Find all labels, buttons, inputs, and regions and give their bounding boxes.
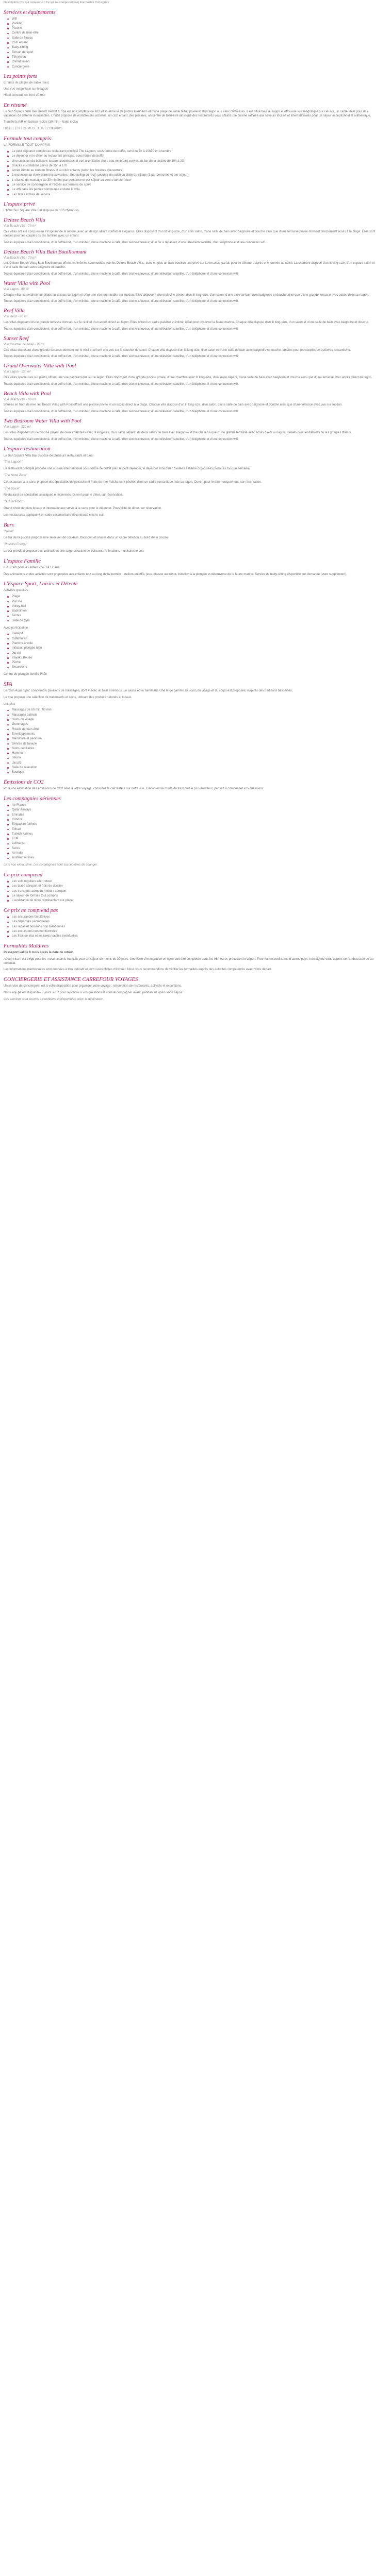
formule-section	[4, 136, 380, 197]
room-description: Ces villas disposent d'une grande terrasse donnant sur le récif et offrent une vue sur le coucher de soleil. Chaque villa dispose d'un lit king-size, d'un salon et d'une salle de bain avec baignoire et douche. Idéales pour les couples en quête de romantisme.	[4, 348, 351, 352]
restaurant-name: "The Lagoon"	[4, 461, 23, 464]
formule-item: 1 séance de massage de 30 minutes par personne et par séjour au centre de bien-être	[12, 179, 380, 183]
restaurant-name: "The Spice"	[4, 487, 20, 490]
activity-item: Excursions	[12, 666, 380, 670]
emissions-section	[4, 779, 380, 791]
bar-name: "Naadi"	[4, 530, 14, 533]
room-meta: Vue Lagon - 130 m²	[4, 370, 31, 374]
service-item: Club enfant	[12, 41, 380, 45]
prix-ne-comprend-pas-list	[4, 916, 380, 939]
resume-section	[4, 103, 380, 131]
compagnies-note: Liste non exhaustive. Les compagnies sont susceptibles de changer.	[4, 863, 98, 867]
point-fort: Enfants de plages de sable blanc	[4, 81, 50, 85]
formule-title: Formule tout compris	[4, 136, 51, 142]
conciergerie-text: Notre équipe est disponible 7 jours sur 7 pour répondre à vos questions et vous accompagner avant, pendant et après votre séjour.	[4, 991, 184, 995]
compagnies-title: Les compagnies aériennes	[4, 795, 61, 802]
room-title: Beach Villa with Pool	[4, 391, 51, 397]
spa-item: Massages balinais	[12, 714, 380, 718]
formule-item: Le déjeuner et le dîner au restaurant principal, sous forme de buffet	[12, 155, 380, 159]
room-title: Grand Overwater Villa with Pool	[4, 363, 76, 369]
airline-item: Emirates	[12, 814, 380, 818]
free-activities-list	[4, 595, 380, 623]
spa-list	[4, 708, 380, 775]
airline-item: Condor	[12, 818, 380, 822]
spa-item: Manucure et pédicure	[12, 737, 380, 741]
activity-item: Tennis	[12, 614, 380, 618]
kids-club-text: Kids Club pour les enfants de 3 à 12 ans.	[4, 566, 60, 569]
airline-item: Etihad	[12, 828, 380, 832]
restauration-section	[4, 446, 380, 517]
airline-item: Turkish Airlines	[12, 833, 380, 837]
formalites-section	[4, 943, 380, 972]
formule-item: 1 excursion au choix parmi les suivantes : Snorkeling au récif, coucher de soleil ou visite du village (1 par personne et par séjour)	[12, 174, 380, 178]
activity-item: Jet ski	[12, 652, 380, 656]
spa-item: Salle de relaxation	[12, 766, 380, 770]
room-meta: Vue Lagon - 220 m²	[4, 426, 31, 429]
included-item: Les transferts aéroport / hôtel / aéroport	[12, 890, 380, 894]
room-title: Sunset Reef	[4, 335, 29, 342]
top-description: Description (Ce qui comprend / Ce qui ne comprend pas) Formalités Consignes	[4, 1, 109, 4]
service-item: Centre de bien-être	[12, 31, 380, 36]
service-item: Wifi	[12, 18, 380, 22]
sport-section	[4, 581, 380, 677]
room-description: Les villas disposent d'une grande terrasse donnant sur le récif et d'un accès direct au lagon. Elles offrent un cadre paisible et intime, idéal pour observer la faune marine. Chaque villa dispose d'un lit king-size, d'un salon et d'une salle de bain avec baignoire et douche.	[4, 321, 369, 325]
room-description: Les villas disposent d'une piscine privée, de deux chambres avec lit king-size, d'un salon séparé, de deux salles de bain avec baignoire et douche ainsi que d'une grande terrasse avec accès direct au lagon. Idéales pour les familles ou les groupes d'amis.	[4, 431, 352, 434]
famille-section	[4, 558, 380, 577]
activity-item: Piscine	[12, 600, 380, 604]
activity-item: Volley-ball	[12, 605, 380, 609]
formule-item: Les taxes et frais de service	[12, 193, 380, 197]
excluded-item: Les assurances facultatives	[12, 916, 380, 920]
restaurant-description: Le restaurant principal propose une cuisine internationale sous forme de buffet pour le petit déjeuner, le déjeuner et le dîner. Soirées à thème organisées plusieurs fois par semaine.	[4, 467, 251, 471]
airline-item: Lufthansa	[12, 842, 380, 846]
activity-item: Catamaran	[12, 637, 380, 641]
room-equipment: Toutes équipées d'air conditionné, d'un coffre-fort, d'un minibar, d'une machine à café, d'un sèche-cheveux, d'un fer à repasser, d'une télévision satellite, d'un téléphone et d'une connexion wifi.	[4, 241, 266, 244]
prix-ne-comprend-pas-section	[4, 908, 380, 939]
dress-code-note: Les restaurants appliquent un code vestimentaire décontracté chic le soir.	[4, 513, 105, 517]
spa-text: Le "Sun Aqua Spa" comprend 6 pavillons de massages, dont 4 avec un bain à remous, un sauna et un hammam. Une large gamme de soins du visage et du corps est proposée, inspirés des traditions balinaises.	[4, 689, 293, 693]
room-water-villa-pool	[4, 281, 380, 304]
room-beach-villa-pool	[4, 391, 380, 414]
resume-title: En résumé	[4, 102, 27, 108]
room-deluxe-beach-villa-jacuzzi	[4, 249, 380, 277]
paid-activities-list	[4, 632, 380, 670]
room-description: Ces villas spacieuses sur pilotis offrent une vue panoramique sur le lagon. Elles disposent d'une grande piscine privée, d'une chambre avec lit king-size, d'un salon séparé, d'une salle de bain avec baignoire et douche ainsi que d'une terrasse avec accès direct au lagon.	[4, 376, 372, 379]
formule-item: Snacks et collations servis de 15h à 17h	[12, 164, 380, 168]
services-list	[4, 18, 380, 70]
services-section	[4, 10, 380, 70]
formalites-visa: Aucun visa n'est exigé pour les ressortissants français pour un séjour de moins de 30 jours. Une fiche d'immigration en ligne doit être complétée dans les 96 heures précédant le départ. Pour les ressortissants d'autres pays, renseignez-vous auprès de l'ambassade ou du consulat.	[4, 957, 373, 965]
paid-activities-label: Avec participation :	[4, 626, 30, 630]
room-meta: Vue Beach Villa - 70 m²	[4, 225, 36, 228]
formule-item: Une sélection de boissons locales alcoolisées et non alcoolisées (hors eau minérale) servies au bar de la piscine de 10h à 23h	[12, 160, 380, 164]
formule-item: Le wifi dans les parties communes et dans la villa	[12, 188, 380, 192]
room-meta: Vue Beach Villa - 90 m²	[4, 398, 36, 401]
excluded-item: Les frais de visa et les taxes locales éventuelles	[12, 935, 380, 939]
free-activities-label: Activités gratuites :	[4, 589, 30, 592]
included-item: Le séjour en formule tout compris	[12, 894, 380, 899]
activity-item: Initiation plongée bleu	[12, 647, 380, 651]
prix-comprend-section	[4, 872, 380, 903]
service-item: Piscine	[12, 27, 380, 31]
airline-item: Air France	[12, 804, 380, 808]
room-equipment: Toutes équipées d'air conditionné, d'un coffre-fort, d'un minibar, d'une machine à café, d'un sèche-cheveux, d'une télévision satellite, d'un téléphone et d'une connexion wifi.	[4, 300, 239, 303]
spa-item: Enveloppements	[12, 733, 380, 737]
conciergerie-note: Ces services sont soumis à conditions et disponibles selon la destination.	[4, 997, 104, 1001]
activity-item: Badminton	[12, 609, 380, 614]
formalites-disclaimer: Les informations mentionnées sont données à titre indicatif et sont susceptibles d'évoluer. Nous vous recommandons de vérifier les formalités auprès des autorités compétentes avant votre départ.	[4, 968, 272, 972]
bars-section	[4, 522, 380, 554]
excluded-item: Les excursions non mentionnées	[12, 930, 380, 934]
activity-item: Kayak / Bouée	[12, 656, 380, 660]
spa-item: Service de beauté	[12, 742, 380, 747]
excluded-item: Les repas et boissons non mentionnés	[12, 925, 380, 929]
resume-transfer: Transferts A/R en bateau rapide (30 min) - trajet inclus	[4, 121, 78, 124]
points-forts-title: Les points forts	[4, 74, 37, 80]
included-item: Les taxes aéroport et frais de dossier	[12, 885, 380, 889]
airline-item: Austrian Airlines	[12, 856, 380, 860]
room-description: Ces villas ont été conçues en s'inspirant de la nature, avec un design alliant confort et élégance. Elles disposent d'un lit king-size, d'un coin salon, d'une salle de bain avec baignoire et douche ainsi que d'une terrasse privée donnant directement accès à la plage. Elles sont idéales pour les couples ou les familles avec un enfant.	[4, 230, 376, 238]
restaurant-name: "The Hotel Zone"	[4, 473, 27, 477]
sport-title: L'Espace Sport, Loisirs et Détente	[4, 581, 78, 587]
service-item: Conciergerie	[12, 65, 380, 70]
formalites-title: Formalités Maldives	[4, 943, 49, 949]
compagnies-section	[4, 796, 380, 868]
spa-text: Le spa propose une sélection de traitements et soins, utilisant des produits naturels et locaux.	[4, 696, 132, 699]
room-meta: Vue Lagon - 90 m²	[4, 287, 29, 291]
service-item: Parking	[12, 22, 380, 26]
room-equipment: Toutes équipées d'air conditionné, d'un coffre-fort, d'un minibar, d'une machine à café, d'un sèche-cheveux, d'une télévision satellite, d'un téléphone et d'une connexion wifi.	[4, 382, 239, 386]
room-description: Situées en front de mer, les Beach Villas with Pool offrent une piscine privée et un accès direct à la plage. Chaque villa dispose d'un lit king-size, d'un salon, d'une salle de bain avec baignoire et douche ainsi que d'une terrasse avec vue sur l'océan.	[4, 403, 343, 407]
room-title: Reef Villa	[4, 308, 25, 314]
airline-item: Swiss	[12, 847, 380, 851]
room-equipment: Toutes équipées d'air conditionné, d'un coffre-fort, d'un minibar, d'une machine à café, d'un sèche-cheveux, d'une télévision satellite, d'un téléphone et d'une connexion wifi.	[4, 410, 239, 414]
room-title: Deluxe Beach Villa Bain Bouillonnant	[4, 249, 87, 255]
restaurant-name: "Sunset Point"	[4, 500, 24, 504]
formule-item: Accès illimité au club de fitness et au club enfants (selon les horaires d'ouverture)	[12, 169, 380, 173]
service-item: Télévision	[12, 56, 380, 60]
room-equipment: Toutes équipées d'air conditionné, d'un coffre-fort, d'un minibar, d'une machine à café, d'un sèche-cheveux, d'une télévision satellite, d'un téléphone et d'une connexion wifi.	[4, 327, 239, 331]
activity-item: Salle de gym	[12, 619, 380, 623]
prix-comprend-list	[4, 880, 380, 903]
spa-item: Sauna	[12, 756, 380, 760]
page	[0, 0, 384, 1010]
formule-list	[4, 150, 380, 197]
resume-formula: HÔTEL EN FORMULE TOUT COMPRIS	[4, 127, 62, 131]
room-equipment: Toutes équipées d'air conditionné, d'un coffre-fort, d'un minibar, d'une machine à café, d'un sèche-cheveux, d'une télévision satellite, d'un téléphone et d'une connexion wifi.	[4, 437, 239, 441]
spa-item: Massages de 60 min, 90 min	[12, 708, 380, 713]
activity-item: Planche à voile	[12, 642, 380, 646]
room-description: Chaque villa est perchée sur pilotis au-dessus du lagon et offre une vue imprenable sur l'océan. Elles disposent d'une piscine privée, d'un lit king-size, d'un salon, d'une salle de bain avec baignoire et douche ainsi que d'une grande terrasse avec accès direct au lagon.	[4, 293, 369, 297]
formalites-passport: Passeport valide 6 mois après la date de retour.	[4, 951, 74, 955]
emissions-text: Pour une estimation des émissions de CO2 liées à votre voyage, consultez le calculateur sur notre site. L'avion est le mode de transport le plus émetteur, pensez à compenser vos émissions.	[4, 787, 265, 791]
room-reef-villa	[4, 308, 380, 331]
bars-title: Bars	[4, 522, 14, 528]
spa-item: Soins du visage	[12, 718, 380, 722]
room-title: Two Bedroom Water Villa with Pool	[4, 418, 82, 425]
famille-activities: Des animations et des activités sont proposées aux enfants tout au long de la journée : ateliers créatifs, jeux, chasse au trésor, initiation à la plongée et découverte de la faune marine. Service de baby-sitting disponible sur demande (avec supplément).	[4, 572, 347, 576]
spa-title: SPA	[4, 682, 12, 688]
diving-center-note: Centre de plongée certifié PADI	[4, 673, 47, 676]
point-fort: Une vue magnifique sur le lagon	[4, 88, 48, 91]
conciergerie-text: Un service de conciergerie est à votre disposition pour organiser votre voyage : réservation de restaurants, activités et excursions.	[4, 985, 182, 988]
service-item: Baby-sitting	[12, 46, 380, 50]
service-item: Salle de fitness	[12, 37, 380, 41]
prix-ne-comprend-pas-title: Ce prix ne comprend pas	[4, 907, 58, 913]
formule-item: Le service de conciergerie et l'accès aux terrains de sport	[12, 183, 380, 188]
conciergerie-section	[4, 977, 380, 1002]
restauration-title: L'espace restauration	[4, 446, 51, 452]
room-meta: Vue Beach Villa - 70 m²	[4, 256, 36, 260]
activity-item: Plage	[12, 595, 380, 599]
room-equipment: Toutes équipées d'air conditionné, d'un coffre-fort, d'un minibar, d'une machine à café, d'un sèche-cheveux, d'une télévision satellite, d'un téléphone et d'une connexion wifi.	[4, 272, 239, 276]
service-item: Climatisation	[12, 60, 380, 64]
restaurant-description: Restaurant de spécialités asiatiques et indiennes. Ouvert pour le dîner, sur réservation.	[4, 494, 123, 497]
restaurant-description: Grand choix de plats locaux et internationaux servis à la carte pour le déjeuner. Possibilité de dîner, sur réservation.	[4, 506, 162, 510]
room-sunset-reef	[4, 336, 380, 359]
bar-name: "Positive Energy"	[4, 543, 27, 547]
spa-item: Jacuzzi	[12, 761, 380, 766]
prix-comprend-title: Ce prix comprend	[4, 872, 43, 878]
resume-text: Le Sun Square Villa Bali Resort Resort & Spa est un complexe de 103 villas entouré de jardins luxuriants et d'une plage de sable blanc privée et d'un lagon aux eaux cristallines. Il est situé face au lagon et offre une vue magnifique sur celui-ci, un cadre idéal pour des vacances de détente inoubliables. L'hôtel propose de nombreuses activités, un club enfant, des piscines, un centre de bien-être ainsi que des restaurants vous offrant une cuisine raffinée aux saveurs locales et internationales pour un séjour exceptionnel et authentique.	[4, 110, 371, 117]
room-title: Water Villa with Pool	[4, 280, 51, 286]
included-item: L'assistance de notre représentant sur place	[12, 899, 380, 903]
airline-item: Qatar Airways	[12, 808, 380, 812]
services-title: Services et équipements	[4, 9, 56, 15]
room-meta: Vue Coucher de soleil - 75 m²	[4, 343, 45, 346]
espace-prive-title: L'espace privé	[4, 201, 35, 208]
spa-item: Hammam	[12, 752, 380, 756]
conciergerie-title: CONCIERGERIE ET ASSISTANCE CARREFOUR VOYAGES	[4, 977, 138, 983]
espace-prive-section	[4, 201, 380, 213]
room-grand-overwater-villa	[4, 363, 380, 386]
compagnies-list	[4, 804, 380, 860]
airline-item: Singapore Airlines	[12, 823, 380, 827]
activity-item: Catalyst	[12, 632, 380, 636]
room-description: Les Deluxe Beach Villas Bain Bouillonnant offrent les mêmes commodités que les Deluxe Beach Villas, avec en plus un bain bouillonnant privé sur la terrasse, parfait pour se détendre après une journée au soleil. La chambre dispose d'un lit king-size, d'un espace salon et d'une salle de bain avec baignoire et douche.	[4, 262, 375, 269]
bar-description: Le bar principal propose des cocktails et une large sélection de boissons. Animations musicales le soir.	[4, 549, 144, 553]
formule-item: Le petit déjeuner complet au restaurant principal The Lagoon, sous forme de buffet, servi de 7h à 10h30 en chambre	[12, 150, 380, 154]
activity-item: Pêche	[12, 661, 380, 665]
spa-item: Soins capillaires	[12, 747, 380, 751]
points-forts-section	[4, 74, 380, 97]
spa-subtitle: Les plus	[4, 702, 15, 706]
room-title: Deluxe Beach Villa	[4, 217, 45, 224]
spa-section	[4, 682, 380, 775]
famille-title: L'espace Famille	[4, 558, 41, 564]
room-meta: Vue Récif - 70 m²	[4, 315, 28, 319]
emissions-title: Émissions de CO2	[4, 779, 44, 786]
excluded-item: Les dépenses personnelles	[12, 920, 380, 924]
room-deluxe-beach-villa	[4, 217, 380, 245]
spa-item: Gommages	[12, 723, 380, 727]
formule-subtitle: LA FORMULE TOUT COMPRIS	[4, 144, 50, 147]
spa-item: Rituels de bien-être	[12, 728, 380, 732]
service-item: Terrain de sport	[12, 51, 380, 55]
spa-item: Boutique	[12, 771, 380, 775]
bar-description: Le bar de la piscine propose une sélection de cocktails, boissons et snacks dans un cadre détendu au bord de la piscine.	[4, 536, 170, 540]
included-item: Les vols réguliers aller-retour	[12, 880, 380, 884]
restauration-intro: Le Sun Square Villa Bali dispose de plusieurs restaurants et bars.	[4, 454, 94, 457]
point-fort: Hôtel construit en front-de-mer	[4, 94, 46, 97]
room-two-bedroom-water-villa	[4, 418, 380, 442]
espace-prive-text: L'hôtel Sun Square Villa Bali dispose de 103 chambres.	[4, 209, 80, 213]
airline-item: Air India	[12, 852, 380, 856]
room-equipment: Toutes équipées d'air conditionné, d'un coffre-fort, d'un minibar, d'une machine à café, d'un sèche-cheveux, d'une télévision satellite, d'un téléphone et d'une connexion wifi.	[4, 355, 239, 359]
restaurant-description: Ce restaurant à la carte propose des spécialités de poissons et fruits de mer fraîchement pêchés dans un cadre romantique face au lagon. Ouvert pour le dîner uniquement, sur réservation.	[4, 480, 262, 484]
airline-item: KLM	[12, 837, 380, 841]
